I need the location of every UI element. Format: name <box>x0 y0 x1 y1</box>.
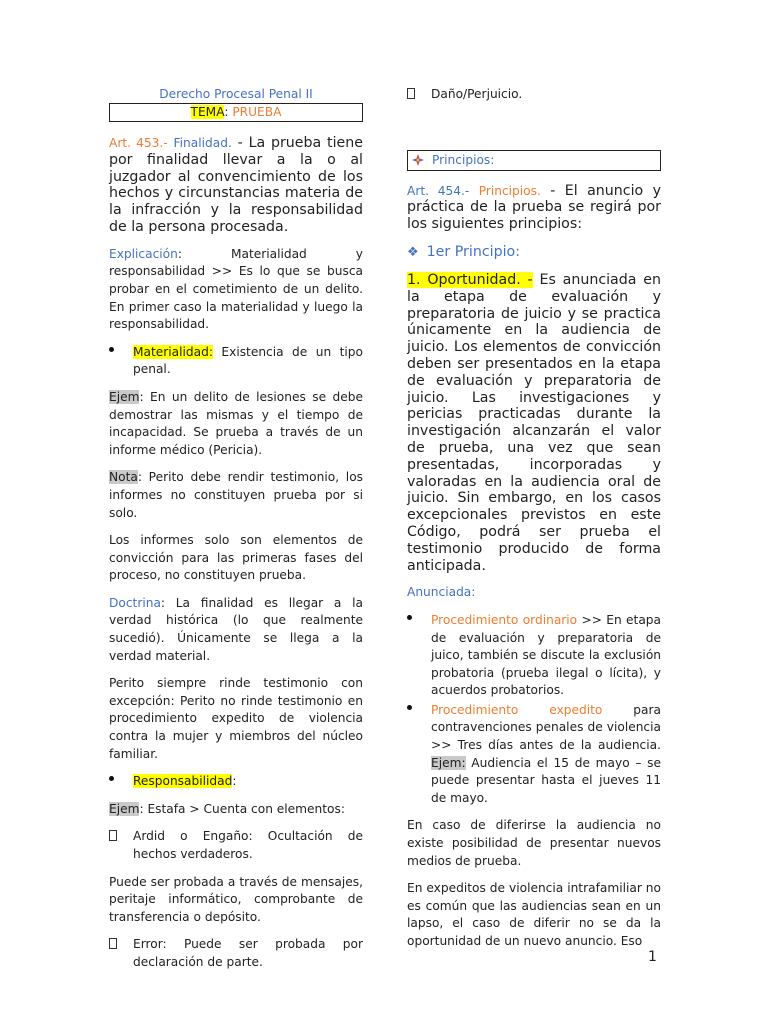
ejem-text: : En un delito de lesiones se debe demostrar las mismas y el tiempo de incapacidad. Se prueba a través de un informe médico (Pericia). <box>109 389 363 457</box>
responsabilidad-colon: : <box>232 774 237 789</box>
article-453-ref: Art. 453.- <box>109 136 168 150</box>
principio-1-label: 1er Principio: <box>426 243 520 260</box>
left-column <box>109 86 363 982</box>
diamond-arrow-icon <box>412 153 424 165</box>
ordinario-label: Procedimiento ordinario <box>431 612 578 627</box>
article-454-name: Principios. <box>478 183 541 198</box>
bullet-error <box>109 936 363 971</box>
oportunidad-label: 1. Oportunidad. - <box>407 271 533 288</box>
principios-box <box>407 150 661 171</box>
doctrina-paragraph <box>109 595 363 665</box>
document-title: Derecho Procesal Penal II <box>159 87 313 101</box>
explicacion-paragraph <box>109 246 363 334</box>
dano-text: Daño/Perjuicio. <box>431 87 523 101</box>
square-bullet-icon <box>407 86 423 104</box>
bullet-dot-icon <box>407 612 423 630</box>
square-bullet-icon <box>109 828 125 846</box>
ejem-text: : Estafa > Cuenta con elementos: <box>139 801 345 816</box>
article-454-ref: Art. 454.- <box>407 183 470 198</box>
nota-label: Nota <box>109 470 138 485</box>
tema-label: TEMA <box>190 105 225 119</box>
ejem-label: Ejem <box>109 389 140 404</box>
expeditos-paragraph: En expeditos de violencia intrafamiliar no es común que las audiencias sean en un lapso, el caso de diferir no se da la oportunidad de un nuevo anuncio. Eso <box>407 881 661 949</box>
tema-box <box>109 103 363 122</box>
perito-paragraph: Perito siempre rinde testimonio con excepción: Perito no rinde testimonio en procedimiento expedito de violencia contra la mujer y miembros del núcleo familiar. <box>109 676 363 761</box>
diferirse-paragraph: En caso de diferirse la audiencia no existe posibilidad de presentar nuevos medios de prueba. <box>407 818 661 868</box>
nota-text: : Perito debe rendir testimonio, los informes no constituyen prueba por si solo. <box>109 470 363 520</box>
tema-value: PRUEBA <box>232 105 282 119</box>
bullet-procedimiento-expedito <box>407 702 661 808</box>
page-number: 1 <box>648 949 657 965</box>
bullet-materialidad <box>109 344 363 379</box>
doctrina-text: : La finalidad es llegar a la verdad histórica (lo que realmente sucedió). Únicamente se llega a la verdad material. <box>109 595 363 663</box>
oportunidad-paragraph <box>407 272 661 574</box>
bullet-responsabilidad <box>109 773 363 791</box>
expedito-label: Procedimiento expedito <box>431 702 603 717</box>
bullet-dano <box>407 86 661 104</box>
bullet-dot-icon <box>109 344 125 362</box>
explicacion-label: Explicación <box>109 246 178 261</box>
bullet-dot-icon <box>407 702 423 720</box>
article-454-text: - El anuncio y práctica de la prueba se regirá por los siguientes principios: <box>407 182 661 233</box>
explicacion-text: : Materialidad y responsabilidad >> Es lo que se busca probar en el cometimiento de un delito. En primer caso la materialidad y luego la responsabilidad. <box>109 246 363 332</box>
article-453 <box>109 135 363 236</box>
expedito-text: para contravenciones penales de violencia >> Tres días antes de la audiencia. <box>431 702 661 753</box>
doctrina-label: Doctrina <box>109 595 161 610</box>
tema-separator: : <box>224 105 229 119</box>
principio-1-heading <box>407 243 661 262</box>
materialidad-label: Materialidad: <box>133 344 213 359</box>
ardid-text: Ardid o Engaño: Ocultación de hechos verdaderos. <box>133 829 363 861</box>
ejemplo-estafa <box>109 801 363 819</box>
expedito-ejem-label: Ejem: <box>431 755 466 770</box>
article-454 <box>407 183 661 233</box>
article-453-text: - La prueba tiene por finalidad llevar a la o al juzgador al convencimiento de los hechos y circunstancias materia de la infracción y la responsabilidad de la persona procesada. <box>109 135 363 235</box>
nota-paragraph <box>109 469 363 522</box>
square-bullet-icon <box>109 936 125 954</box>
materialidad-text: Existencia de un tipo penal. <box>133 344 363 377</box>
expedito-ejem-text: Audiencia el 15 de mayo – se puede presentar hasta el jueves 11 de mayo. <box>431 755 661 805</box>
responsabilidad-label <box>133 774 232 788</box>
ejem-label: Ejem <box>109 801 140 816</box>
ejemplo-lesiones <box>109 389 363 459</box>
responsabilidad-word: Responsabilidad <box>133 774 233 789</box>
bullet-dot-icon <box>109 773 125 791</box>
informes-paragraph: Los informes solo son elementos de convicción para las primeras fases del proceso, no constituyen prueba. <box>109 533 363 583</box>
probada-paragraph: Puede ser probada a través de mensajes, peritaje informático, comprobante de transferencia o depósito. <box>109 874 363 924</box>
article-453-name: Finalidad. <box>173 136 232 150</box>
diamond-bullet-icon: ❖ <box>407 244 419 260</box>
oportunidad-text: Es anunciada en la etapa de evaluación y preparatoria de juicio y se practica únicamente en la audiencia de juicio. Los elementos de convicción deben ser presentados en la etapa de evaluación y preparatoria de juicio. Las investigaciones y pericias practicadas durante la investigación alcanzarán el valor de prueba, una vez que sean presentadas, incorporadas y valoradas en la audiencia oral de juicio. Sin embargo, en los casos excepcionales previstos en este Código, podrá ser prueba el testimonio producido de forma anticipada. <box>407 271 661 574</box>
principios-label: Principios: <box>432 152 495 167</box>
bullet-ardid <box>109 828 363 863</box>
anunciada-label: Anunciada: <box>407 585 476 600</box>
right-column <box>407 86 661 961</box>
ordinario-text: >> En etapa de evaluación y preparatoria de juico, también se discute la exclusión probatoria (prueba ilegal o lícita), y acuerdos probatorios. <box>431 612 662 698</box>
error-text: Error: Puede ser probada por declaración de parte. <box>133 937 363 969</box>
bullet-procedimiento-ordinario <box>407 612 661 700</box>
